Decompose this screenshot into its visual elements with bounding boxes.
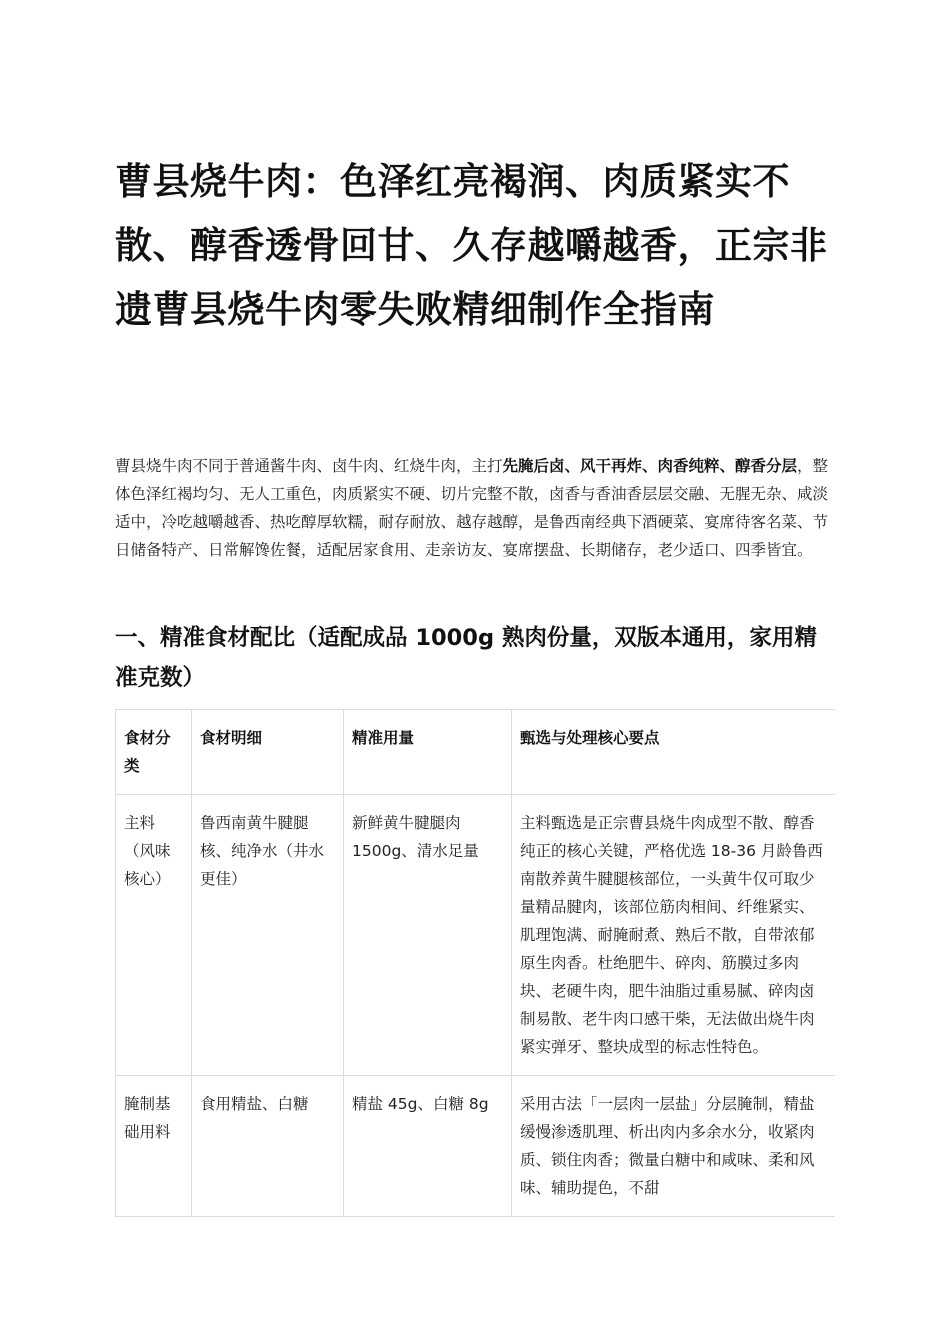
- header-category: 食材分类: [116, 710, 192, 795]
- intro-text-2: ，整体色泽红褐均匀、无人工重色，肉质紧实不硬、切片完整不散，卤香与香油香层层交融、无腥无杂、咸淡适中，冷吃越嚼越香、热吃醇厚软糯，耐存耐放、越存越醇，是鲁西南经典下酒硬菜、宴席待客名菜、节日储备特产、日常解馋佐餐，适配居家食用、走亲访友、宴席摆盘、长期储存，老少适口、四季皆宜。: [115, 457, 829, 559]
- ingredients-table: [115, 709, 835, 1217]
- header-items: 食材明细: [192, 710, 344, 795]
- cell-notes: 主料甄选是正宗曹县烧牛肉成型不散、醇香纯正的核心关键，严格优选 18-36 月龄鲁西南散养黄牛腱腿核部位，一头黄牛仅可取少量精品腱肉，该部位筋肉相间、纤维紧实、肌理饱满、耐腌耐煮、熟后不散，自带浓郁原生肉香。杜绝肥牛、碎肉、筋膜过多肉块、老硬牛肉，肥牛油脂过重易腻、碎肉卤制易散、老牛肉口感干柴，无法做出烧牛肉紧实弹牙、整块成型的标志性特色。: [512, 795, 836, 1076]
- table-row: [116, 795, 836, 1076]
- cell-items: 鲁西南黄牛腱腿核、纯净水（井水更佳）: [192, 795, 344, 1076]
- table-header-row: [116, 710, 836, 795]
- intro-highlight: 先腌后卤、风干再炸、肉香纯粹、醇香分层: [502, 457, 798, 475]
- cell-amount: 新鲜黄牛腱腿肉 1500g、清水足量: [344, 795, 512, 1076]
- cell-notes: 采用古法「一层肉一层盐」分层腌制，精盐缓慢渗透肌理、析出肉内多余水分，收紧肉质、锁住肉香；微量白糖中和咸味、柔和风味、辅助提色，不甜: [512, 1076, 836, 1217]
- cell-amount: 精盐 45g、白糖 8g: [344, 1076, 512, 1217]
- cell-items: 食用精盐、白糖: [192, 1076, 344, 1217]
- section-heading-ingredients: 一、精准食材配比（适配成品 1000g 熟肉份量，双版本通用，家用精准克数）: [115, 625, 817, 691]
- ingredients-table-container: [115, 709, 835, 1222]
- page-title: 曹县烧牛肉：色泽红亮褐润、肉质紧实不散、醇香透骨回甘、久存越嚼越香，正宗非遗曹县烧牛肉零失败精细制作全指南: [115, 160, 828, 331]
- header-notes: 甄选与处理核心要点: [512, 710, 836, 795]
- intro-paragraph: [115, 452, 835, 564]
- cell-category: 主料（风味核心）: [116, 795, 192, 1076]
- cell-category: 腌制基础用料: [116, 1076, 192, 1217]
- table-row: [116, 1076, 836, 1217]
- intro-text-1: 曹县烧牛肉不同于普通酱牛肉、卤牛肉、红烧牛肉，主打: [115, 457, 503, 475]
- header-amount: 精准用量: [344, 710, 512, 795]
